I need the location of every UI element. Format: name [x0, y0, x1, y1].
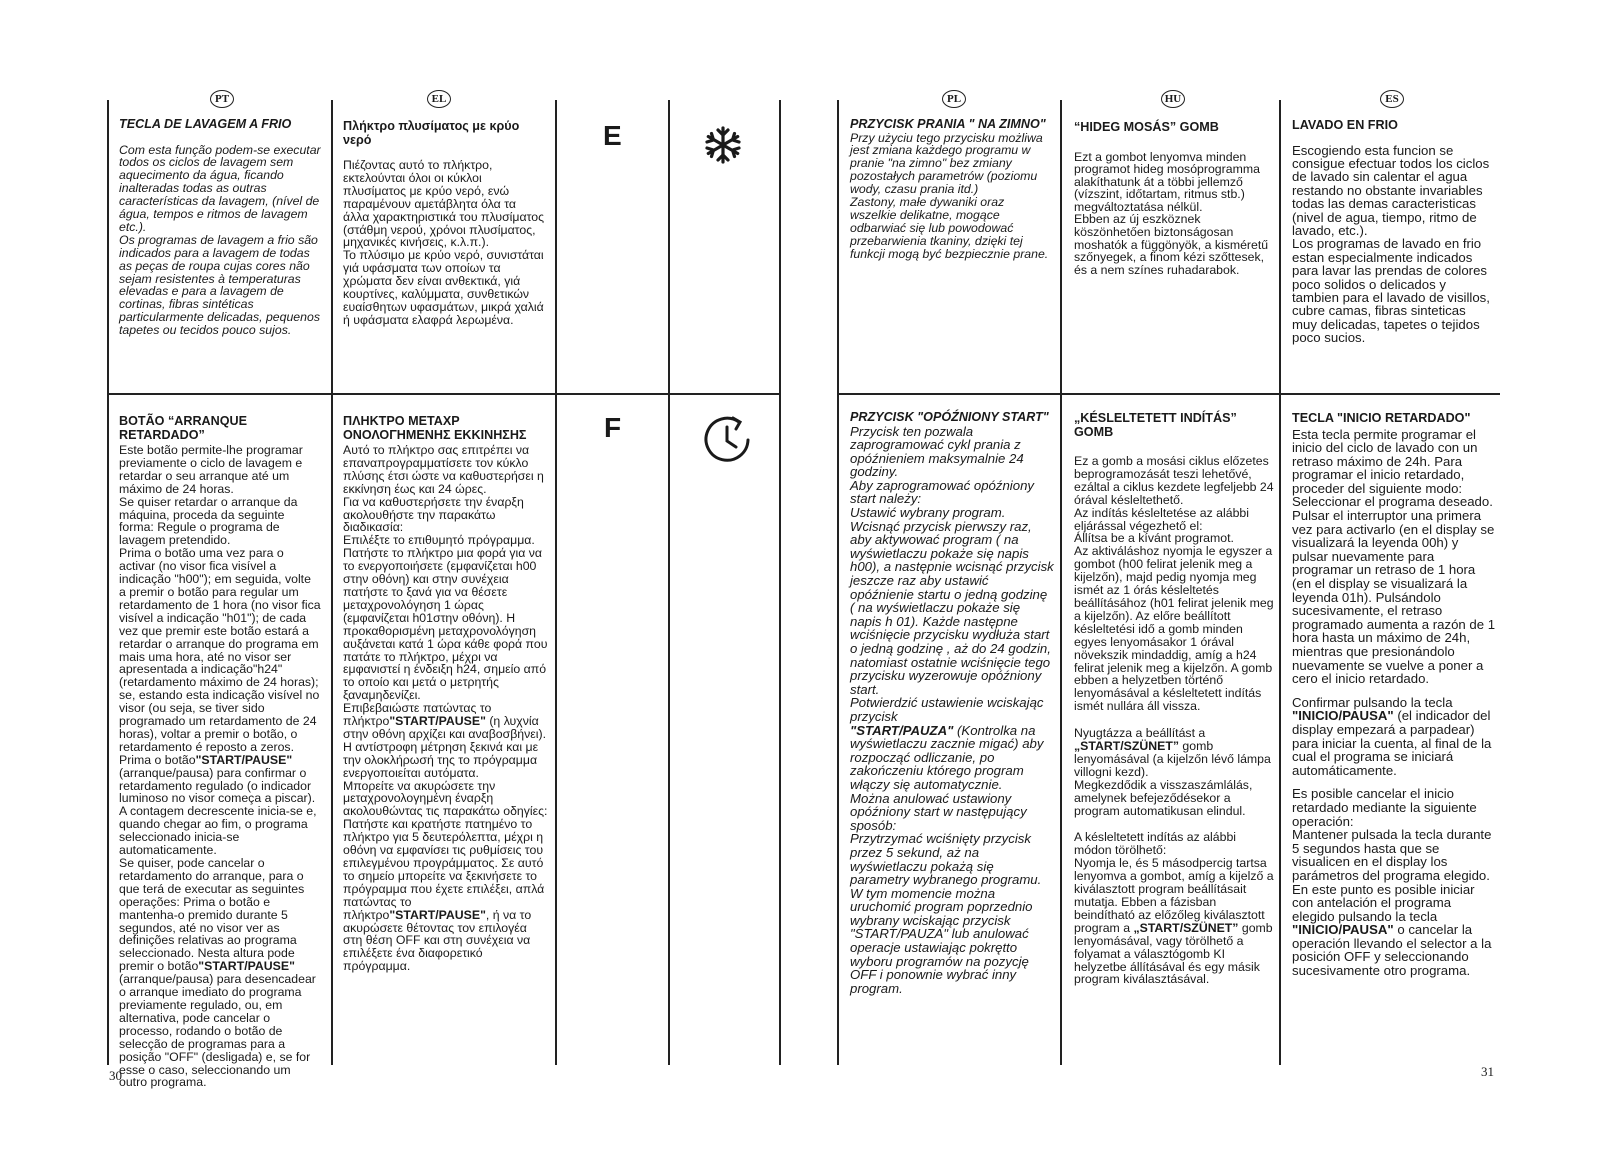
start-pauza-label: "START/PAUZA": [850, 722, 954, 738]
el-cold-wash-title: Πλήκτρο πλυσίματος με κρύο νερό: [343, 119, 520, 147]
hu-delay-text: A késleltetett indítás az alábbi módon törölhető: Nyomja le, és 5 másodpercig tartsa lenyomva a gombot, amíg a kijelző a kiválasztott program beállításait mutatja. Ebben a fázisban beindítható az előzőleg kiválasztott program a: [1074, 830, 1274, 935]
start-pause-label: "START/PAUSE": [389, 907, 486, 922]
hu-delay-confirm-text: [1074, 727, 1274, 817]
hu-delay-cancel-text: [1074, 831, 1274, 986]
start-szunet-label: „START/SZÜNET”: [1133, 920, 1239, 935]
es-delay-text: Confirmar pulsando la tecla: [1292, 694, 1453, 710]
pt-cold-wash-text: Os programas de lavagem a frio são indicados para a lavagem de todas as peças de roupa cujas cores não sejam resistentes à temperaturas elevadas e para a lavagem de cortinas, fibras sintéticas particularmente delicadas, pequenos tapetes ou tecidos pouco sujos.: [119, 232, 320, 338]
pt-cold-wash-text: Com esta função podem-se executar todos os ciclos de lavagem sem aquecimento da água, ficando inalteradas todas as outras características da lavagem, (nível de água, tempos e ritmos de lavagem etc.).: [119, 142, 321, 234]
es-delay-start-section: [1292, 412, 1496, 1072]
es-delay-text: (el indicador del display empezará a parpadear) para iniciar la cuenta, al final de la cual el programa se iniciará automáticamente.: [1292, 708, 1492, 778]
inicio-pausa-label: "INICIO/PAUSA": [1292, 708, 1394, 724]
lang-badge-es: ES: [1380, 90, 1404, 108]
pt-delay-text: (arranque/pausa) para desencadear o arranque imediato do programa previamente regulado, ou, em alternativa, pode cancelar o processo, rodando o botão de selecção de programas para a posição "OFF" (desligada) e, se for esse o caso, seleccionando um outro programa.: [119, 972, 316, 1090]
page-number-left: 30: [109, 1068, 122, 1083]
pl-delay-start-title: PRZYCISK "OPÓŹNIONY START": [850, 410, 1049, 424]
page-number-right: 31: [1481, 1064, 1494, 1079]
pl-delay-text: (Kontrolka na wyświetlaczu zacznie migać) aby rozpocząć odliczanie, po zakończeniu którego program włączy się automatycznie. Można anulować ustawiony opóźniony start w następujący sposób: Przytrzymać wciśnięty przycisk przez 5 sekund, aż na wyświetlaczu pokażą się parametry wybranego programu. W tym momencie można uruchomić program poprzednio wybrany wciskając przycisk "START/PAUZA" lub anulować operacje ustawiając pokrętto wyboru programów na pozycję OFF i ponownie wybrać inny program.: [850, 722, 1044, 996]
lang-badge-pt: PT: [210, 90, 234, 108]
el-delay-text: Αυτό το πλήκτρο σας επιτρέπει να επαναπρογραμματίσετε τον κύκλο πλύσης έτσι ώστε να καθυστερήσει η εκκίνηση έως και 24 ώρες. Για να καθυστερήσετε την έναρξη ακολουθήστε την παρακάτω διαδικασία: Επιλέξτε το επιθυμητό πρόγραμμα. Πατήστε το πλήκτρο μια φορά για να το ενεργοποιήσετε (εμφανίζεται h00 στην οθόνη) και στην συνέχεια πατήστε το ξανά για να θέσετε μεταχρονολόγηση 1 ώρας (εμφανίζεται h01στην οθόνη). Η προκαθορισμένη μεταχρονολόγηση αυξάνεται κατά 1 ώρα κάθε φορά που πατάτε το πλήκτρο, μέχρι να εμφανιστεί η ένδειξη h24, σημείο από το οποίο και μετά ο μετρητής ξαναμηδενίζει. Επιβεβαιώστε πατώντας το πλήκτρο: [343, 443, 548, 729]
column-divider: [837, 100, 839, 1065]
start-pause-label: "START/PAUSE": [389, 714, 486, 729]
row-divider: [107, 393, 781, 395]
hu-delay-start-title: „KÉSLELTETETT INDÍTÁS” GOMB: [1074, 411, 1237, 439]
column-divider: [331, 100, 333, 1065]
hu-cold-wash-text: Ezt a gombot lenyomva minden programot hideg mosóprogramma alakíthatunk át a többi jellemző (vízszint, időtartam, ritmus stb.) megváltoztatása nélkül. Ebben az új eszköznek köszönhetően biztonságosan moshatók a függönyök, a kisméretű szőnyegek, a finom kézi szőttesek, és a nem színes ruhadarabok.: [1074, 149, 1269, 277]
pt-cold-wash-title: TECLA DE LAVAGEM A FRIO: [119, 117, 292, 131]
hu-cold-wash-section: [1074, 121, 1270, 391]
start-pause-label: "START/PAUSE": [198, 959, 295, 974]
el-delay-text: , ή να το ακυρώσετε θέτοντας τον επιλογέα στη θέση OFF και στη συνέχεια να επιλέξετε ένα διαφορετικό πρόγραμμα.: [343, 907, 532, 974]
es-cold-wash-section: [1292, 119, 1492, 389]
hu-cold-wash-title: “HIDEG MOSÁS” GOMB: [1074, 120, 1219, 134]
pl-cold-wash-title: PRZYCISK PRANIA " NA ZIMNO": [850, 117, 1046, 131]
hu-delay-text: gomb lenyomásával (a kijelzőn lévő lámpa villogni kezd). Megkezdődik a visszaszámlálás, amelynek befejeződésekor a program automatikusan elindul.: [1074, 739, 1271, 818]
el-delay-start-title: ΠΛΗΚΤΡΟ ΜΕΤΑΧΡ ΟΝΟΛΟΓΗΜΕΝΗΣ ΕΚΚΙΝΗΣΗΣ: [343, 414, 527, 442]
pt-delay-start-text: [119, 444, 321, 1089]
hu-delay-text: gomb lenyomásával, vagy törölhető a folyamat a választógomb KI helyzetbe állításával és egy másik program kiválasztásával.: [1074, 920, 1273, 987]
el-delay-start-text: [343, 444, 548, 973]
snowflake-icon: [704, 126, 742, 164]
lang-badge-pl: PL: [942, 90, 966, 108]
hu-delay-start-section: [1074, 412, 1274, 1072]
el-delay-start-section: [343, 415, 548, 1075]
pt-delay-text: Este botão permite-lhe programar previamente o ciclo de lavagem e retardar o seu arranque até um máximo de 24 horas. Se quiser retardar o arranque da máquina, proceda da seguinte forma: Regule o programa de lavagem pretendido. Prima o botão uma vez para o activar (no visor fica visível a indicação "h00"); em seguida, volte a premir o botão para regular um retardamento de 1 hora (no visor fica visível a indicação "h01"); de cada vez que premir este botão estará a retardar o arranque do programa em mais uma hora, até no visor ser apresentada a indicação"h24" (retardamento máximo de 24 horas); se, estando esta indicação visível no visor (ou seja, se tiver sido programado um retardamento de 24 horas), voltar a premir o botão, o retardamento é reposto a zeros. Prima o botão: [119, 443, 321, 767]
el-cold-wash-text: Πιέζοντας αυτό το πλήκτρο, εκτελούνται όλοι οι κύκλοι πλυσίματος με κρύο νερό, ενώ παραμένουν αμετάβλητα όλα τα άλλα χαρακτηριστικά του πλυσίματος (στάθμη νερού, χρόνοι πλυσίματος, μηχανικές κινήσεις, κ.λ.π.). Το πλύσιμο με κρύο νερό, συνιστάται γιά υφάσματα των οποίων τα χρώματα δεν είναι ανθεκτικά, γιά κουρτίνες, καλύμματα, συνθετικών ευαίσθητων υφασμάτων, μικρά χαλιά ή υφάσματα ελαφρά λερωμένα.: [343, 158, 545, 327]
es-delay-cancel-text: [1292, 787, 1496, 977]
es-delay-start-text: Esta tecla permite programar el inicio del ciclo de lavado con un retraso máximo de 24h. Para programar el inicio retardado, proceder del siguiente modo: Seleccionar el programa deseado. Pulsar el interruptor una primera vez para activarlo (en el display se visualizará la leyenda 00h) y pulsar nuevamente para programar un retraso de 1 hora (en el display se visualizará la leyenda 01h). Pulsándolo sucesivamente, el retraso programado aumenta a razón de 1 hora hasta un máximo de 24h, mientras que presionándolo nuevamente se vuelve a poner a cero el inicio retardado.: [1292, 426, 1496, 687]
hu-delay-text: Nyugtázza a beállítást a: [1074, 726, 1206, 741]
column-divider: [1060, 100, 1062, 1065]
es-cold-wash-text: Escogiendo esta funcion se consigue efectuar todos los ciclos de lavado sin calentar el agua restando no obstante invariables todas las demas caracteristicas (nivel de agua, tiempo, ritmo de lavado, etc.). Los programas de lavado en frio estan especialmente indicados para lavar las prendas de colores poco solidos o delicados y tambien para el lavado de visillos, cubre camas, fibras sinteticas muy delicadas, tapetes o tejidos poco sucios.: [1292, 142, 1490, 346]
es-cold-wash-title: LAVADO EN FRIO: [1292, 118, 1398, 132]
el-delay-text: (η λυχνία στην οθόνη αρχίζει και αναβοσβήνει). Η αντίστροφη μέτρηση ξεκινά και με την ολοκλήρωσή της το πρόγραμμα ενεργοποιείται αυτόματα. Μπορείτε να ακυρώσετε την μεταχρονολογημένη έναρξη ακολουθώντας τις παρακάτω οδηγίες: Πατήστε και κρατήστε πατημένο το πλήκτρο για 5 δευτερόλεπτα, μέχρι η οθόνη να εμφανίσει τις ρυθμίσεις του επιλεγμένου προγράμματος. Σε αυτό το σημείο μπορείτε να ξεκινήσετε το πρόγραμμα που έχετε επιλέξει, απλά πατώντας το πλήκτρο: [343, 714, 548, 922]
column-divider: [779, 100, 781, 1065]
column-divider: [668, 100, 670, 1065]
pt-delay-start-section: [119, 414, 321, 1090]
section-letter-e: E: [603, 120, 622, 151]
column-divider: [555, 100, 557, 1065]
lang-badge-el: EL: [427, 90, 451, 108]
hu-delay-start-text: Ez a gomb a mosási ciklus előzetes beprogramozását teszi lehetővé, ezáltal a ciklus kezdete legfeljebb 24 órával késleltethető. Az indítás késleltetése az alábbi eljárással végezhető el: Állítsa be a kívánt programot. Az aktiváláshoz nyomja le egyszer a gombot (h00 felirat jelenik meg a kijelzőn), majd pedig nyomja meg ismét az 1 órás késleltetés beállításához (h01 felirat jelenik meg a kijelzőn). Az előre beállított késleltetési idő a gomb minden egyes lenyomásakor 1 órával növekszik mindaddig, amíg a h24 felirat jelenik meg a kijelzőn. A gomb ebben a helyzetben történő lenyomásával a késleltetett indítás ismét nullára áll vissza.: [1074, 454, 1274, 714]
column-divider: [107, 100, 109, 1065]
el-cold-wash-section: [343, 120, 545, 390]
pl-delay-text: Przycisk ten pozwala zaprogramować cykl prania z opóźnieniem maksymalnie 24 godziny. Aby zaprogramować opóźniony start należy: Ustawić wybrany program. Wcisnąć przycisk pierwszy raz, aby aktywować program ( na wyświetlaczu pokaże się napis h00), a następnie wcisnąć przycisk jeszcze raz aby ustawić opóźnienie startu o jedną godzinę ( na wyświetlaczu pokaże się napis h 01). Każde następne wciśnięcie przycisku wydłuża start o jedną godzinę , aż do 24 godzin, natomiast ostatnie wciśnięcie tego przycisku wyzerowuje opóźniony start. Potwierdzić ustawienie wciskając przycisk: [850, 423, 1054, 724]
row-divider: [837, 393, 1500, 395]
start-szunet-label: „START/SZÜNET”: [1074, 739, 1179, 754]
lang-badge-hu: HU: [1161, 90, 1185, 108]
es-delay-start-title: TECLA "INICIO RETARDADO": [1292, 411, 1471, 425]
pl-cold-wash-text: Przy użyciu tego przycisku możliwa jest zmiana każdego programu w pranie "na zimno" bez zmiany pozostałych parametrów (poziomu wody, czasu prania itd.) Zastony, małe dywaniki oraz wszelkie delikatne, mogące odbarwiać się lub powodować przebarwienia tkaniny, dzięki tej funkcji mogą być bezpiecznie prane.: [850, 130, 1049, 261]
delay-timer-icon: [703, 414, 753, 464]
pt-delay-text: (arranque/pausa) para confirmar o retardamento regulado (o indicador luminoso no visor começa a piscar). A contagem decrescente inicia-se e, quando chegar ao fim, o programa seleccionado inicia-se automaticamente. Se quiser, pode cancelar o retardamento do arranque, para o que terá de executar as seguintes operações: Prima o botão e mantenha-o premido durante 5 segundos, até no visor ver as definições relativas ao programa seleccionado. Nesta altura pode premir o botão: [119, 765, 317, 974]
es-delay-confirm-text: [1292, 696, 1496, 778]
pl-cold-wash-section: [850, 118, 1050, 388]
inicio-pausa-label: "INICIO/PAUSA": [1292, 922, 1394, 938]
pt-cold-wash-section: [119, 118, 321, 388]
start-pause-label: "START/PAUSE": [195, 752, 293, 767]
column-divider: [1279, 100, 1281, 1065]
section-letter-f: F: [604, 412, 622, 443]
pt-delay-start-title: BOTÃO “ARRANQUE RETARDADO”: [119, 414, 248, 442]
es-delay-text: o cancelar la operación llevando el selector a la posición OFF y seleccionando sucesivamente otro programa.: [1292, 922, 1492, 979]
pl-delay-start-section: [850, 411, 1054, 1071]
pl-delay-start-text: [850, 425, 1054, 996]
es-delay-text: Es posible cancelar el inicio retardado mediante la siguiente operación: Mantener pulsada la tecla durante 5 segundos hasta que se visualicen en el display los parámetros del programa elegido. En este punto es posible iniciar con antelación el programa elegido pulsando la tecla: [1292, 786, 1492, 924]
